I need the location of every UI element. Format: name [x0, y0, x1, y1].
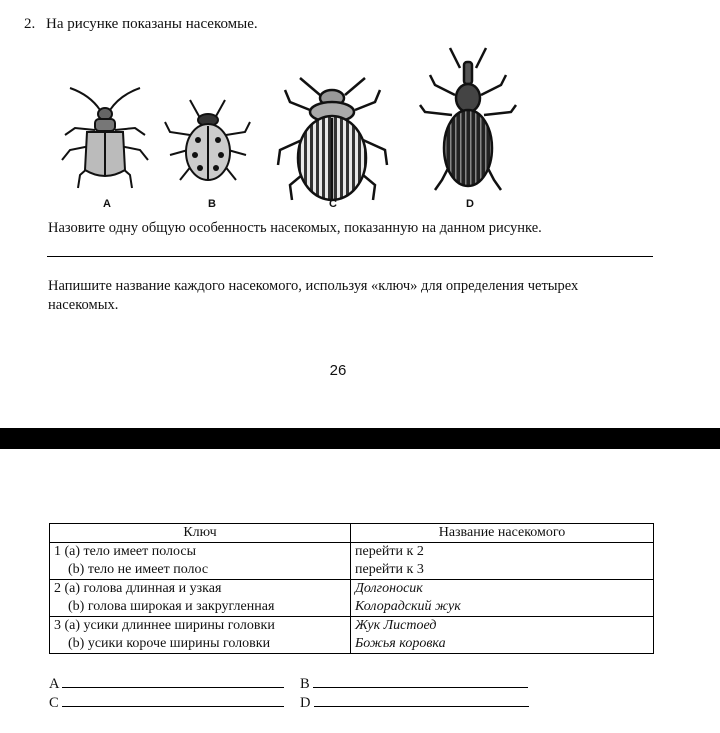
key-cell: [50, 580, 351, 617]
answer-a: [49, 675, 284, 693]
result-cell: [351, 617, 654, 654]
question-title: [24, 16, 258, 33]
insects-illustration: [40, 40, 600, 215]
question-text: На рисунке показаны насекомые.: [46, 16, 258, 32]
key-result: Долгоносик: [355, 581, 423, 596]
insect-b-ladybug: [165, 100, 250, 180]
page-number: 26: [329, 362, 347, 379]
key-cell: [50, 543, 351, 580]
answer-b: [300, 675, 528, 693]
key-result: перейти к 2: [355, 544, 424, 559]
table-row: [50, 543, 654, 580]
answer-line[interactable]: [47, 256, 653, 257]
header-insect-name: Название насекомого: [351, 524, 654, 543]
key-step: (b) усики короче ширины головки: [68, 636, 271, 651]
answer-b-label: B: [300, 676, 310, 692]
answer-c: [49, 694, 284, 712]
insect-a-leaf-beetle: [62, 88, 148, 188]
answer-c-label: C: [49, 695, 59, 711]
key-cell: [50, 617, 351, 654]
answer-d-line[interactable]: [314, 694, 529, 707]
question-number: 2.: [24, 16, 36, 32]
key-step: 2 (a) голова длинная и узкая: [54, 581, 222, 596]
table-header-row: [50, 524, 654, 543]
page-separator: [0, 428, 720, 449]
table-row: [50, 580, 654, 617]
key-result: Жук Листоед: [355, 618, 437, 633]
key-step: (b) голова широкая и закругленная: [68, 599, 275, 614]
result-cell: [351, 543, 654, 580]
key-result: перейти к 3: [355, 562, 424, 577]
key-result: Божья коровка: [355, 636, 446, 651]
answer-b-line[interactable]: [313, 675, 528, 688]
answer-a-label: A: [49, 676, 59, 692]
answer-a-line[interactable]: [62, 675, 284, 688]
header-key: Ключ: [50, 524, 351, 543]
table-row: [50, 617, 654, 654]
result-cell: [351, 580, 654, 617]
insect-label-a: A: [103, 198, 111, 210]
insect-label-d: D: [466, 198, 474, 210]
insect-d-weevil: [420, 48, 516, 190]
key-step: 1 (a) тело имеет полосы: [54, 544, 197, 559]
key-step: (b) тело не имеет полос: [68, 562, 209, 577]
answer-d: [300, 694, 529, 712]
insect-label-c: C: [329, 198, 337, 210]
answer-c-line[interactable]: [62, 694, 284, 707]
answer-d-label: D: [300, 695, 311, 711]
key-result: Колорадский жук: [355, 599, 461, 614]
identification-key-table: [49, 523, 654, 654]
insect-label-b: B: [208, 198, 216, 210]
key-step: 3 (a) усики длиннее ширины головки: [54, 618, 275, 633]
prompt-name-insects: Напишите название каждого насекомого, используя «ключ» для определения четырех насекомых.: [48, 278, 579, 313]
insect-c-colorado-beetle: [278, 78, 387, 200]
prompt-common-feature: Назовите одну общую особенность насекомых, показанную на данном рисунке.: [48, 220, 542, 236]
